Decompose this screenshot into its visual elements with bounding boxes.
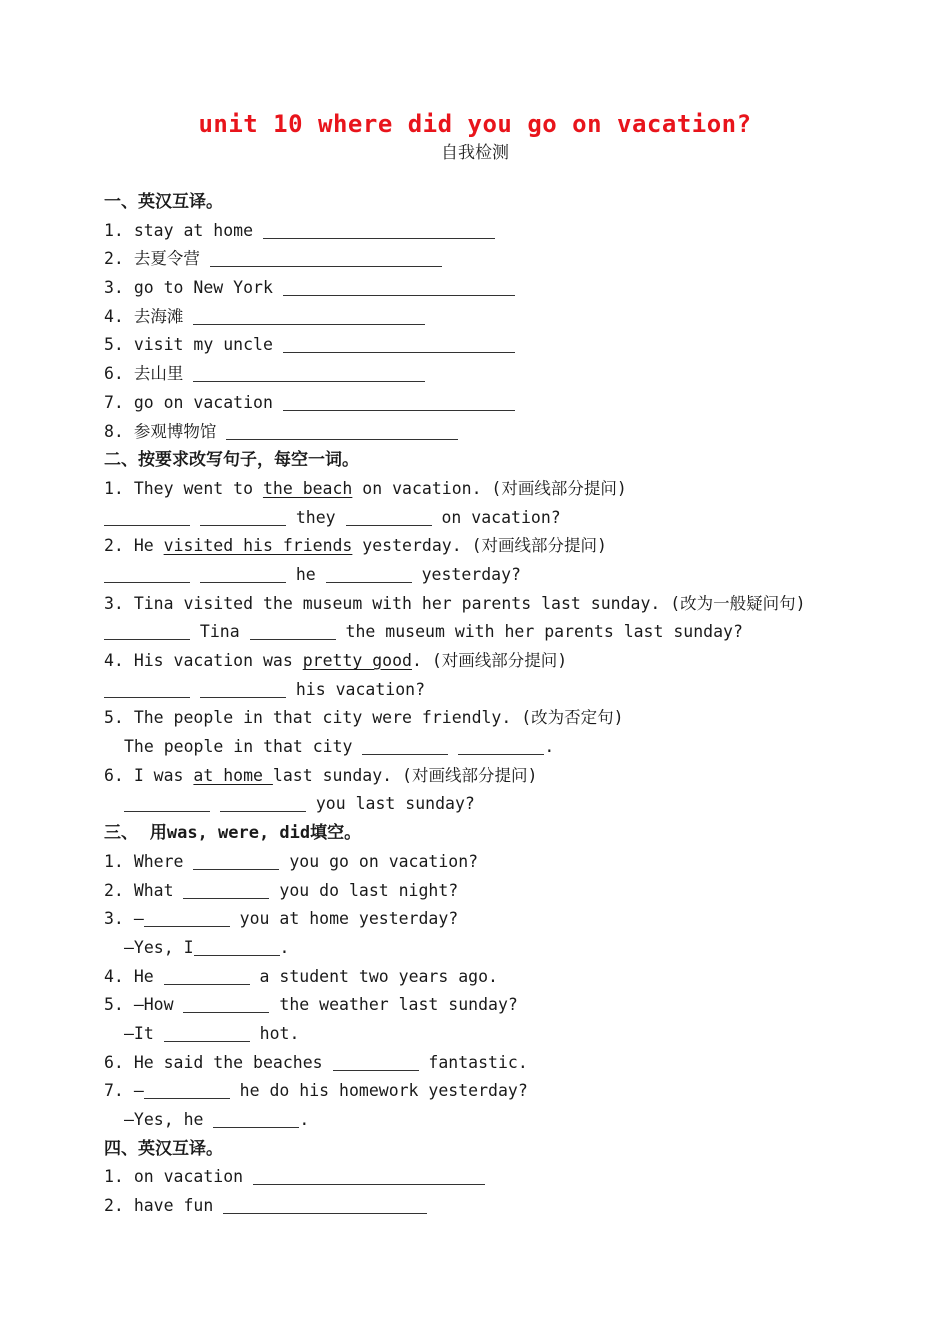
section2-q1: 1. They went to the beach on vacation. (对画线部分提问) (104, 478, 627, 498)
section2-q3-answer: Tina the museum with her parents last sunday? (104, 618, 864, 647)
underlined-phrase: visited his friends (163, 536, 353, 556)
answer-blank[interactable] (144, 1079, 230, 1099)
answer-blank[interactable] (194, 936, 280, 956)
section3-q6: 6. He said the beaches fantastic. (104, 1052, 528, 1072)
section3-heading: 三、 用was, were, did填空。 (104, 823, 362, 844)
section1-item-2: 2. 去夏令营 (104, 245, 864, 274)
answer-blank[interactable] (200, 678, 286, 698)
answer-blank[interactable] (193, 305, 425, 325)
answer-blank[interactable] (250, 620, 336, 640)
answer-blank[interactable] (193, 850, 279, 870)
section2-q6-answer: you last sunday? (104, 790, 864, 819)
section2-q5-answer: The people in that city . (124, 737, 555, 757)
answer-blank[interactable] (223, 1194, 427, 1214)
answer-blank[interactable] (220, 792, 306, 812)
answer-blank[interactable] (104, 506, 190, 526)
section3-q4: 4. He a student two years ago. (104, 966, 498, 986)
answer-blank[interactable] (458, 735, 544, 755)
section3-q1: 1. Where you go on vacation? (104, 851, 479, 871)
section3-q7-answer: —Yes, he . (124, 1110, 310, 1129)
section2-q4: 4. His vacation was pretty good. (对画线部分提问) (104, 651, 568, 670)
section1-item-5: 5. visit my uncle (104, 331, 864, 360)
section2-q1-answer: they on vacation? (104, 504, 864, 533)
answer-blank[interactable] (333, 1051, 419, 1071)
underlined-phrase: at home (193, 765, 273, 785)
section3-q2: 2. What you do last night? (104, 880, 459, 900)
section1-item-4: 4. 去海滩 (104, 303, 864, 332)
section1-item-6: 6. 去山里 (104, 360, 864, 389)
answer-blank[interactable] (346, 506, 432, 526)
section2-q5: 5. The people in that city were friendly. (改为否定句) (104, 708, 624, 728)
answer-blank[interactable] (144, 907, 230, 927)
answer-blank[interactable] (104, 563, 190, 583)
section1-heading: 一、英汉互译。 (104, 192, 223, 212)
answer-blank[interactable] (183, 993, 269, 1013)
section2-q2-answer: he yesterday? (104, 561, 864, 590)
worksheet-content (104, 188, 864, 1221)
section2-q6: 6. I was at home last sunday. (对画线部分提问) (104, 765, 538, 785)
answer-blank[interactable] (200, 563, 286, 583)
section2-q3: 3. Tina visited the museum with her parents last sunday. (改为一般疑问句) (104, 593, 806, 613)
answer-blank[interactable] (210, 247, 442, 267)
answer-blank[interactable] (183, 879, 269, 899)
section4-item-1: 1. on vacation (104, 1163, 864, 1192)
answer-blank[interactable] (193, 362, 425, 382)
answer-blank[interactable] (104, 620, 190, 640)
underlined-phrase: the beach (262, 478, 353, 498)
section3-q3-answer: —Yes, I . (124, 937, 290, 957)
answer-blank[interactable] (283, 333, 515, 353)
answer-blank[interactable] (326, 563, 412, 583)
section1-item-1: 1. stay at home (104, 217, 864, 246)
answer-blank[interactable] (200, 506, 286, 526)
section2-q2: 2. He visited his friends yesterday. (对画线部分提问) (104, 536, 607, 556)
page-title: unit 10 where did you go on vacation? (198, 110, 752, 138)
section3-q3: 3. — you at home yesterday? (104, 909, 459, 929)
answer-blank[interactable] (362, 735, 448, 755)
answer-blank[interactable] (213, 1108, 299, 1128)
answer-blank[interactable] (263, 219, 495, 239)
answer-blank[interactable] (104, 678, 190, 698)
section1-item-7: 7. go on vacation (104, 389, 864, 418)
answer-blank[interactable] (283, 276, 515, 296)
answer-blank[interactable] (164, 1022, 250, 1042)
answer-blank[interactable] (164, 965, 250, 985)
answer-blank[interactable] (124, 792, 210, 812)
section1-item-3: 3. go to New York (104, 274, 864, 303)
answer-blank[interactable] (253, 1165, 485, 1185)
section3-q5-answer: —It hot. (124, 1023, 300, 1043)
section4-heading: 四、英汉互译。 (104, 1138, 223, 1159)
answer-blank[interactable] (226, 420, 458, 440)
answer-blank[interactable] (283, 391, 515, 411)
underlined-phrase: pretty good (302, 651, 412, 670)
section2-heading: 二、按要求改写句子，每空一词。 (104, 450, 359, 471)
section3-q7: 7. — he do his homework yesterday? (104, 1081, 528, 1101)
page-subtitle: 自我检测 (441, 143, 509, 163)
section3-q5: 5. —How the weather last sunday? (104, 995, 518, 1015)
section4-item-2: 2. have fun (104, 1192, 864, 1221)
section2-q4-answer: his vacation? (104, 676, 864, 705)
section1-item-8: 8. 参观博物馆 (104, 418, 864, 447)
